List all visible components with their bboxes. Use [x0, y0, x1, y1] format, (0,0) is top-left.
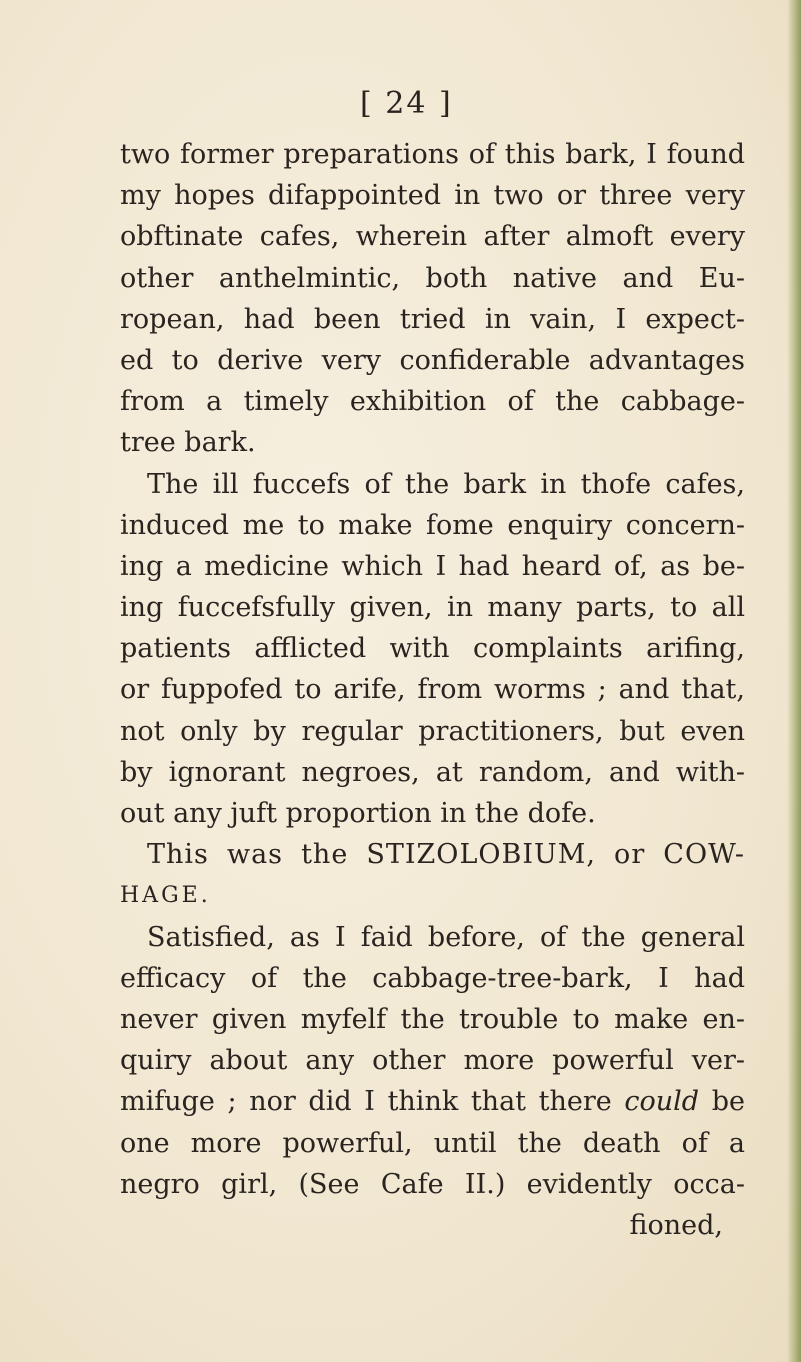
text-line: from a timely exhibition of the cabbage- — [120, 386, 745, 418]
catchword: fioned, — [629, 1209, 723, 1241]
text-line: obftinate cafes, wherein after almoft every — [120, 221, 745, 253]
text-line: negro girl, (See Cafe II.) evidently occa- — [120, 1168, 745, 1200]
paragraph-start-line: Satisfied, as I faid before, of the general — [147, 921, 745, 953]
text-line: one more powerful, until the death of a — [120, 1127, 745, 1159]
body-text — [120, 134, 745, 1246]
text-line: ing fuccefsfully given, in many parts, to all — [120, 592, 745, 624]
text-line: other anthelmintic, both native and Eu- — [120, 262, 745, 294]
text-line: patients afflicted with complaints arifing, — [120, 633, 745, 665]
text-line: by ignorant negroes, at random, and with- — [120, 756, 745, 788]
text-line: my hopes difappointed in two or three very — [120, 180, 745, 212]
text-line: out any juft proportion in the dofe. — [120, 798, 596, 829]
paragraph-start-line: The ill fuccefs of the bark in thofe cafes, — [147, 468, 745, 500]
text-line: ropean, had been tried in vain, I expect- — [120, 303, 745, 335]
text-line: or fuppofed to arife, from worms ; and that, — [120, 674, 745, 706]
text-line: ed to derive very confiderable advantages — [120, 344, 745, 376]
text-line: not only by regular practitioners, but even — [120, 715, 745, 747]
paragraph-start-line: This was the STIZOLOBIUM, or COW- — [147, 839, 745, 871]
italic-emphasis: could — [624, 1086, 700, 1118]
text-line: two former preparations of this bark, I found — [120, 139, 745, 170]
text-line: efficacy of the cabbage-tree-bark, I had — [120, 962, 745, 994]
text-line: HAGE. — [120, 883, 211, 909]
text-line: quiry about any other more powerful ver- — [120, 1045, 745, 1077]
page-number-header: [ 24 ] — [360, 86, 453, 121]
text-line: never given myfelf the trouble to make en- — [120, 1003, 745, 1035]
text-line: induced me to make fome enquiry concern- — [120, 509, 745, 541]
text-line-with-italic: mifuge ; nor did I think that there could be — [120, 1086, 745, 1118]
page-edge-shadow — [787, 0, 801, 1362]
text-line: ing a medicine which I had heard of, as be- — [120, 550, 745, 582]
text-line: tree bark. — [120, 427, 256, 459]
